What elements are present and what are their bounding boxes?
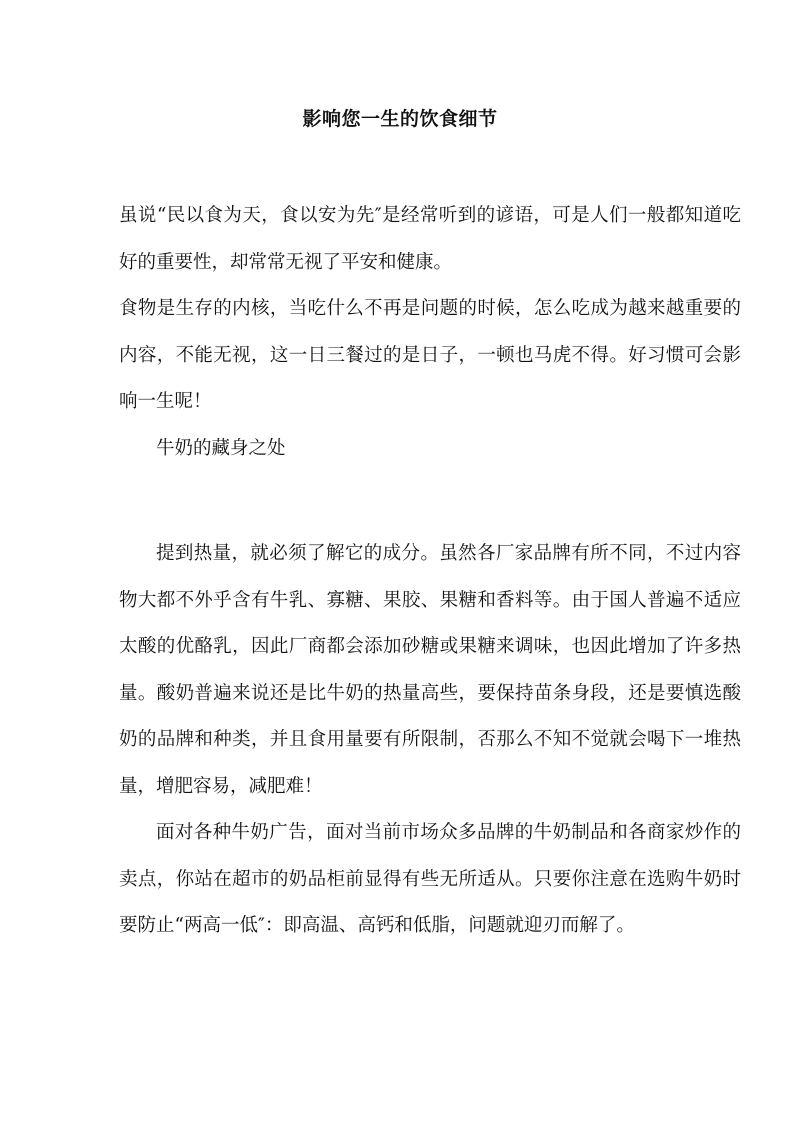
paragraph-milk-ads: 面对各种牛奶广告，面对当前市场众多品牌的牛奶制品和各商家炒作的卖点，你站在超市的奶品柜前显得有些无所适从。只要你注意在选购牛奶时要防止“两高一低″：即高温、高钙和低脂，问题就迎刃而解了。 — [119, 822, 741, 936]
paragraph-calories: 提到热量，就必须了解它的成分。虽然各厂家品牌有所不同，不过内容物大都不外乎含有牛乳、寡糖、果胶、果糖和香料等。由于国人普遍不适应太酸的优酪乳，因此厂商都会添加砂糖或果糖来调味，也因此增加了许多热量。酸奶普遍来说还是比牛奶的热量高些，要保持苗条身段，还是要慎选酸奶的品牌和种类，并且食用量要有所限制，否那么不知不觉就会喝下一堆热量，增肥容易，减肥难！ — [119, 543, 741, 797]
section-heading: 牛奶的藏身之处 — [156, 438, 286, 459]
document-title: 影响您一生的饮食细节 — [302, 108, 498, 130]
paragraph-intro: 虽说“民以食为天，食以安为先″是经常听到的谚语，可是人们一般都知道吃好的重要性，却常常无视了平安和健康。 — [119, 205, 741, 273]
paragraph-food-core: 食物是生存的内核，当吃什么不再是问题的时候，怎么吃成为越来越重要的内容，不能无视，这一日三餐过的是日子，一顿也马虎不得。好习惯可会影响一生呢！ — [119, 298, 741, 412]
